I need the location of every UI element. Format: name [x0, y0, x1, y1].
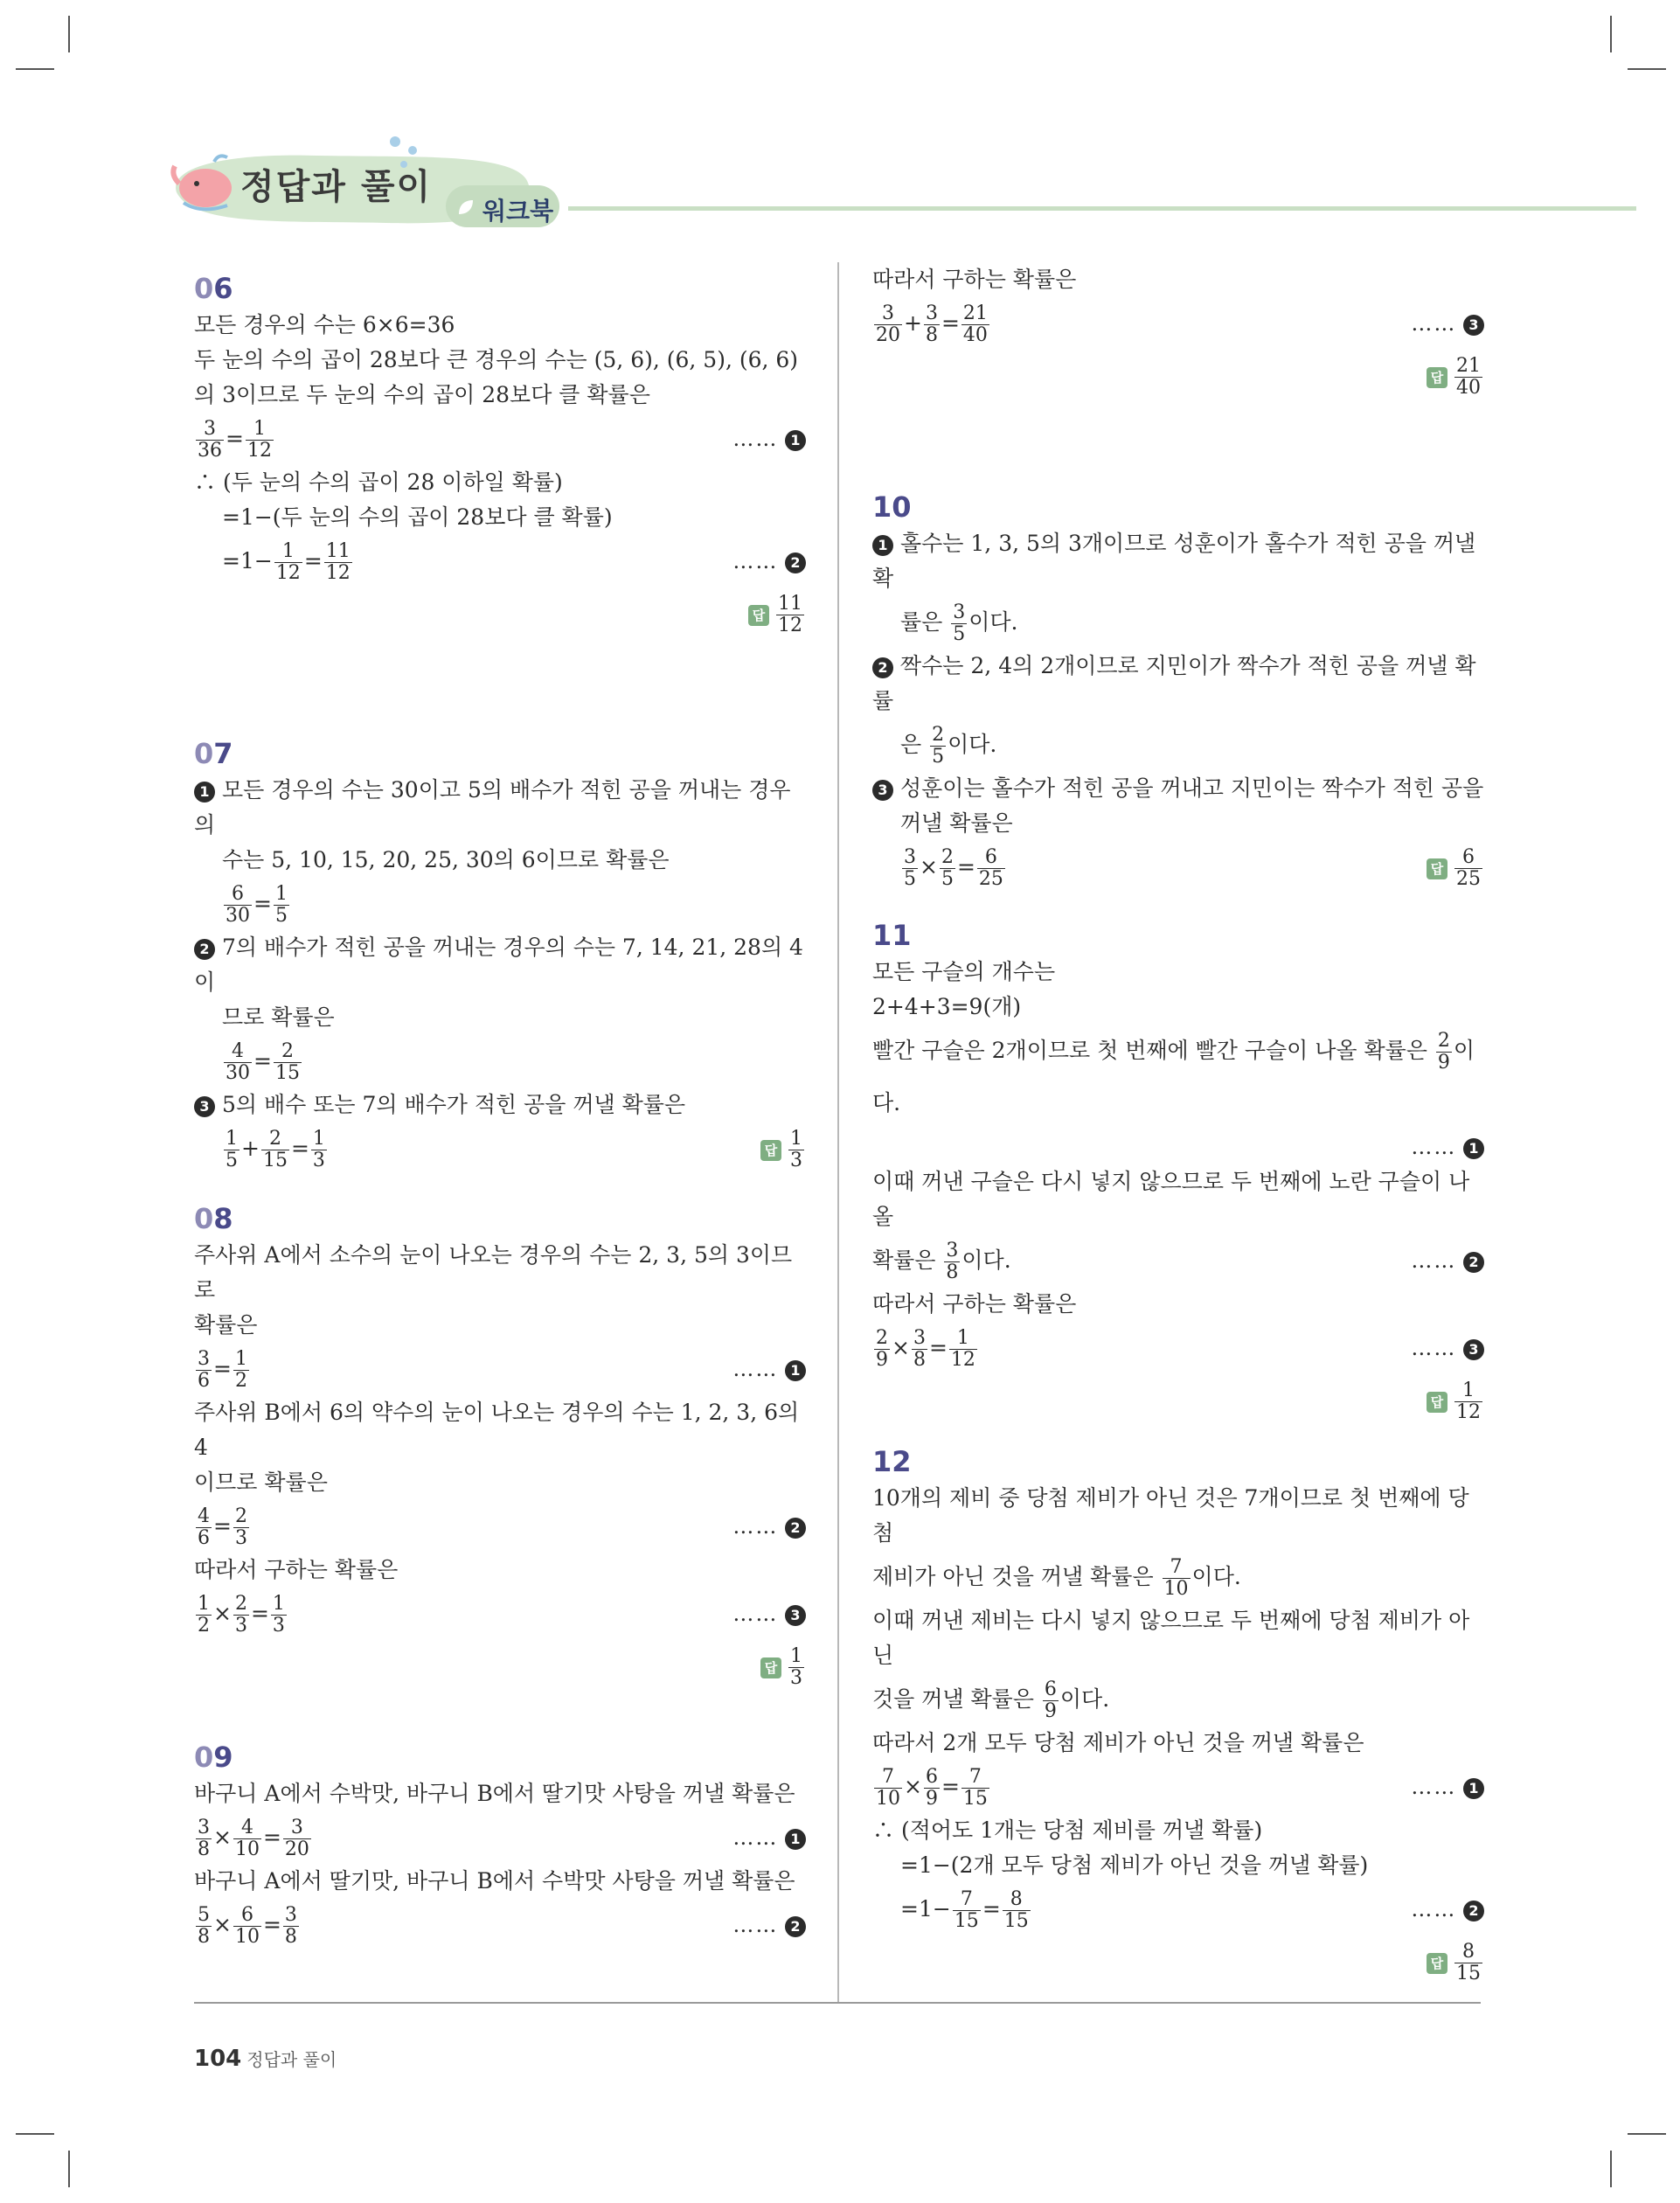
- equation: =1− $\frac{1}{12}$ = $\frac{11}{12}$ …… 2: [194, 535, 806, 587]
- footer-label: 정답과 풀이: [246, 2049, 337, 2070]
- equation: $\frac{4}{6}$ = $\frac{2}{3}$ …… 2: [194, 1500, 806, 1553]
- equation: $\frac{1}{5}$ + $\frac{2}{15}$ = $\frac{1}{3}$ 답 $\frac{1}{3}$: [194, 1122, 806, 1175]
- step-marker: …… 2: [1411, 1883, 1484, 1935]
- whale-icon: [166, 149, 245, 219]
- step-marker: …… 2: [732, 1500, 806, 1553]
- text-line: 따라서 구하는 확률은: [194, 1557, 399, 1582]
- text-line: 이므로 확률은: [194, 1470, 328, 1495]
- equation: $\frac{2}{9}$ × $\frac{3}{8}$ = $\frac{1}{12}$ …… 3: [872, 1322, 1484, 1374]
- equation: $\frac{3}{5}$ × $\frac{2}{5}$ = $\frac{6}{25}$ 답 $\frac{6}{25}$: [872, 841, 1484, 893]
- problem-number: 08: [194, 1202, 233, 1235]
- problem-07: [194, 734, 806, 1175]
- header-tag: 워크북: [482, 197, 554, 226]
- equation: $\frac{1}{2}$ × $\frac{2}{3}$ = $\frac{1}{3}$ …… 3: [194, 1588, 806, 1640]
- text-line: =1−(2개 모두 당첨 제비가 아닌 것을 꺼낼 확률): [900, 1852, 1369, 1878]
- text-line: 확률은 $\frac{3}{8}$ 이다. …… 2: [872, 1234, 1484, 1287]
- equation: $\frac{4}{30}$ = $\frac{2}{15}$: [226, 1040, 300, 1084]
- text-line: 제비가 아닌 것을 꺼낼 확률은 $\frac{7}{10}$ 이다.: [872, 1556, 1241, 1600]
- equation: $\frac{3}{6}$ = $\frac{1}{2}$ …… 1: [194, 1343, 806, 1395]
- step-row: [872, 1129, 1484, 1164]
- answer-badge: 답: [1427, 1953, 1447, 1974]
- step-marker: …… 1: [732, 1811, 806, 1864]
- text-line: 의 3이므로 두 눈의 수의 곱이 28보다 클 확률은: [194, 382, 650, 407]
- text-line: 모든 경우의 수는 6×6=36: [194, 312, 455, 337]
- problem-09: [194, 1738, 806, 1951]
- answer: 답 $\frac{1}{3}$: [760, 1122, 806, 1175]
- step-marker: …… 2: [732, 535, 806, 587]
- crop-mark: [68, 2151, 70, 2187]
- answer-badge: 답: [1427, 858, 1447, 879]
- equation: =1− $\frac{7}{15}$ = $\frac{8}{15}$ …… 2: [872, 1883, 1484, 1935]
- page-header: [149, 131, 1652, 236]
- text-line: 바구니 A에서 수박맛, 바구니 B에서 딸기맛 사탕을 꺼낼 확률은: [194, 1781, 795, 1806]
- text-line: ∴ (두 눈의 수의 곱이 28 이하일 확률): [194, 469, 563, 495]
- problem-06: [194, 269, 806, 640]
- text-line: 2 7의 배수가 적힌 공을 꺼내는 경우의 수는 7, 14, 21, 28의 4이: [194, 935, 803, 995]
- step-marker: …… 3: [732, 1588, 806, 1640]
- problem-number: 09: [194, 1741, 233, 1774]
- crop-mark: [1610, 2151, 1612, 2187]
- answer-badge: 답: [1427, 1392, 1447, 1413]
- text-line: 주사위 A에서 소수의 눈이 나오는 경우의 수는 2, 3, 5의 3이므로: [194, 1242, 793, 1303]
- step-marker: …… 2: [732, 1899, 806, 1951]
- text-line: 은 $\frac{2}{5}$ 이다.: [900, 724, 997, 768]
- text-line: 꺼낼 확률은: [900, 810, 1013, 836]
- problem-number: 10: [872, 490, 912, 524]
- text-line: 3 성훈이는 홀수가 적힌 공을 꺼내고 지민이는 짝수가 적힌 공을: [872, 771, 1484, 806]
- answer: 답 $\frac{21}{40}$: [872, 350, 1484, 402]
- header-rule: [568, 206, 1636, 211]
- step-marker: …… 2: [1411, 1234, 1484, 1287]
- text-line: 10개의 제비 중 당첨 제비가 아닌 것은 7개이므로 첫 번째에 당첨: [872, 1485, 1469, 1546]
- problem-11: [872, 916, 1484, 1427]
- leaf-icon: [456, 198, 476, 217]
- text-line: 따라서 구하는 확률은: [872, 1291, 1077, 1317]
- problem-number: 11: [872, 919, 912, 952]
- text-line: 3 5의 배수 또는 7의 배수가 적힌 공을 꺼낼 확률은: [194, 1088, 806, 1122]
- step-marker: …… 1: [1411, 1761, 1484, 1813]
- text-line: 수는 5, 10, 15, 20, 25, 30의 6이므로 확률은: [222, 847, 670, 872]
- step-marker: …… 3: [1411, 297, 1484, 350]
- step-marker: …… 3: [1411, 1322, 1484, 1374]
- text-line: 것을 꺼낼 확률은 $\frac{6}{9}$ 이다.: [872, 1678, 1110, 1722]
- step-marker: …… 1: [732, 413, 806, 465]
- page-footer: [194, 2046, 337, 2072]
- crop-mark: [68, 16, 70, 52]
- bottom-rule: [194, 2002, 1481, 2004]
- text-line: 따라서 구하는 확률은: [872, 267, 1077, 292]
- text-line: 빨간 구슬은 2개이므로 첫 번째에 빨간 구슬이 나올 확률은 $\frac{2}{9}$ 이다.: [872, 1030, 1475, 1115]
- text-line: 모든 구슬의 개수는: [872, 959, 1056, 984]
- text-line: 따라서 2개 모두 당첨 제비가 아닌 것을 꺼낼 확률은: [872, 1730, 1364, 1755]
- text-line: 1 모든 경우의 수는 30이고 5의 배수가 적힌 공을 꺼내는 경우의: [194, 777, 791, 837]
- text-line: 1 홀수는 1, 3, 5의 3개이므로 성훈이가 홀수가 적힌 공을 꺼낼 확: [872, 531, 1476, 591]
- answer: 답 $\frac{6}{25}$: [1427, 841, 1484, 893]
- equation: $\frac{3}{8}$ × $\frac{4}{10}$ = $\frac{3}{20}$ …… 1: [194, 1811, 806, 1864]
- problem-number: 12: [872, 1445, 912, 1478]
- equation: $\frac{5}{8}$ × $\frac{6}{10}$ = $\frac{3}{8}$ …… 2: [194, 1899, 806, 1951]
- text-line: 이때 꺼낸 제비는 다시 넣지 않으므로 두 번째에 당첨 제비가 아닌: [872, 1608, 1470, 1668]
- step-marker: …… 1: [732, 1343, 806, 1395]
- text-line: 므로 확률은: [222, 1004, 335, 1030]
- header-title: 정답과 풀이: [240, 167, 433, 207]
- problem-10: [872, 488, 1484, 893]
- answer: 답 $\frac{11}{12}$: [194, 587, 806, 640]
- text-line: 2 짝수는 2, 4의 2개이므로 지민이가 짝수가 적힌 공을 꺼낼 확률: [872, 653, 1476, 713]
- equation: $\frac{3}{20}$ + $\frac{3}{8}$ = $\frac{21}{40}$ …… 3: [872, 297, 1484, 350]
- crop-mark: [16, 2133, 54, 2135]
- answer-badge: 답: [1427, 367, 1447, 388]
- text-line: 2+4+3=9(개): [872, 994, 1022, 1019]
- answer: 답 $\frac{1}{12}$: [872, 1374, 1484, 1427]
- text-line: 률은 $\frac{3}{5}$ 이다.: [900, 601, 1018, 645]
- text-line: 이때 꺼낸 구슬은 다시 넣지 않으므로 두 번째에 노란 구슬이 나올: [872, 1169, 1470, 1229]
- answer: 답 $\frac{1}{3}$: [194, 1640, 806, 1692]
- answer-badge: 답: [760, 1657, 781, 1678]
- answer: 답 $\frac{8}{15}$: [872, 1935, 1484, 1988]
- column-divider: [837, 262, 839, 2002]
- problem-number: 07: [194, 737, 233, 770]
- problem-09-continued: [872, 262, 1484, 402]
- problem-number: 06: [194, 272, 233, 305]
- crop-mark: [1628, 68, 1666, 70]
- text-line: 주사위 B에서 6의 약수의 눈이 나오는 경우의 수는 1, 2, 3, 6의 4: [194, 1400, 800, 1460]
- crop-mark: [1628, 2133, 1666, 2135]
- equation: $\frac{6}{30}$ = $\frac{1}{5}$: [226, 883, 288, 927]
- equation: $\frac{3}{36}$ = $\frac{1}{12}$ …… 1: [194, 413, 806, 465]
- equation: $\frac{7}{10}$ × $\frac{6}{9}$ = $\frac{7}{15}$ …… 1: [872, 1761, 1484, 1813]
- crop-mark: [1610, 16, 1612, 52]
- crop-mark: [16, 68, 54, 70]
- answer-badge: 답: [748, 605, 769, 626]
- text-line: 두 눈의 수의 곱이 28보다 큰 경우의 수는 (5, 6), (6, 5), (6, 6): [194, 347, 799, 372]
- step-marker: …… 1: [1411, 1129, 1484, 1164]
- problem-08: [194, 1199, 806, 1692]
- page-number: 104: [194, 2046, 242, 2072]
- text-line: ∴ (적어도 1개는 당첨 제비를 꺼낼 확률): [872, 1817, 1263, 1843]
- problem-12: [872, 1442, 1484, 1988]
- text-line: 확률은: [194, 1312, 258, 1338]
- answer-badge: 답: [760, 1140, 781, 1161]
- text-line: =1−(두 눈의 수의 곱이 28보다 클 확률): [222, 504, 613, 530]
- text-line: 바구니 A에서 딸기맛, 바구니 B에서 수박맛 사탕을 꺼낼 확률은: [194, 1868, 795, 1894]
